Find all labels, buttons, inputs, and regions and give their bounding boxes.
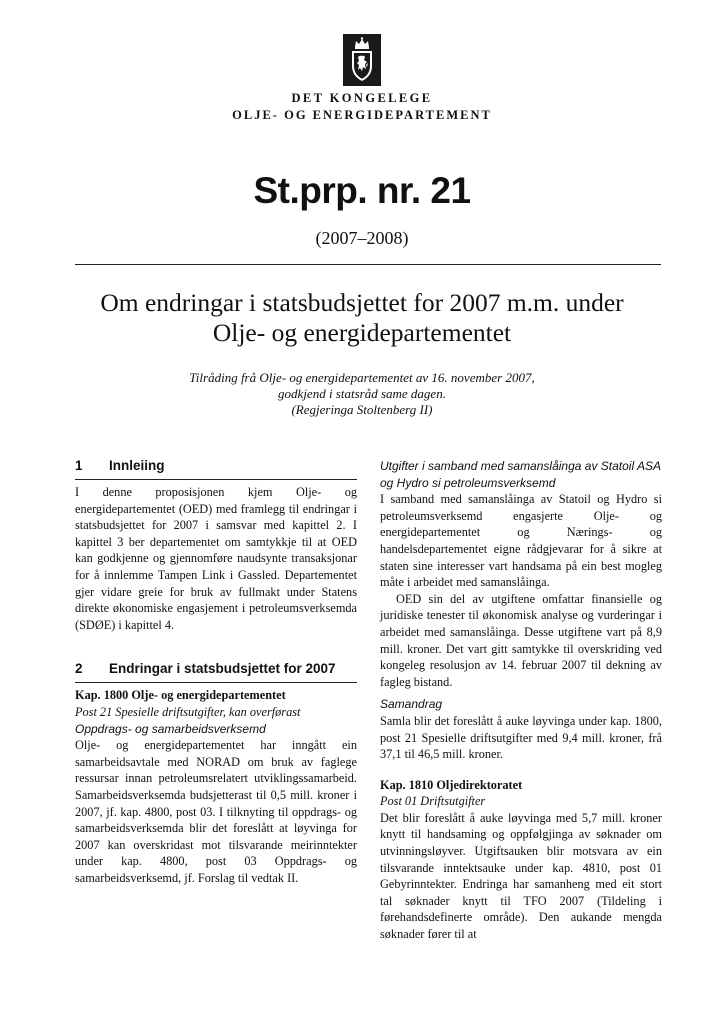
utgifter-paragraph-1: I samband med samanslåinga av Statoil og Hydro si petroleumsverksemd engasjerte Olje- og energidepartementet og Nærings- og handelsdepartementet eigne rådgjevarar for å sikre at staten sine interesser vart handsama på ein best mogleg måte i arbeidet med samanslåinga. — [380, 492, 662, 590]
title-line-1: Om endringar i statsbudsjettet for 2007 m.m. under — [100, 288, 624, 317]
oppdrag-paragraph: Olje- og energidepartementet har inngått ein samarbeidsavtale med NORAD om bruk av faglege ressursar innan petroleumsrelatert utviklingssamarbeid. Samarbeidsverksemda budsjetterast til 0,5 mill. kroner i 2007, jf. kap. 4800, post 03. I tilknyting til oppdrags- og samarbeidsverksemda blir det foreslått at løyvinga for 2007 kan overskridast mot tilsvarande meirinntekter under kap. 4800, post 03 Oppdrags- og samarbeidsverksemd, jf. Forslag til vedtak II. — [75, 738, 357, 885]
document-title — [60, 288, 664, 348]
header-divider — [75, 264, 661, 265]
post-21-heading: Post 21 Spesielle driftsutgifter, kan overførast — [75, 704, 301, 719]
section-2-number: 2 — [75, 661, 83, 677]
section-2-heading — [75, 661, 357, 683]
post-01-paragraph: Det blir foreslått å auke løyvinga med 5,7 mill. kroner knytt til handsaming og oppfølgjinga av søknader om utvinningsløyver. Utgiftsauken blir motsvara av ein tilsvarande inntektsauke under kap. 4810, post 01 Gebyrinntekter. Endringa har samanheng med eit stort tal søknader knytt til TFO 2007 (Tildeling i førehandsdefinerte område). Den aukande mengda søknader fører til at — [380, 810, 662, 942]
section-1-paragraph: I denne proposisjonen kjem Olje- og energidepartementet (OED) med framlegg til endringar i statsbudsjettet for 2007 i samsvar med kapittel 2. I kapittel 3 ber departementet om samtykkje til at OED kan godkjenne og gjennomføre naudsynte transaksjonar for å innlemme Tampen Link i Gassled. Departementet gjer vidare greie for bruk av fullmakt under Statens direkte økonomiske engasjement i petroleumsverksemda (SDØE) i kapittel 4. — [75, 485, 357, 632]
recommendation-line-2: godkjend i statsråd same dagen. — [278, 386, 446, 401]
title-line-2: Olje- og energidepartementet — [212, 318, 512, 347]
recommendation-line-1: Tilråding frå Olje- og energidepartementet av 16. november 2007, — [189, 370, 535, 385]
left-column — [75, 458, 357, 886]
utgifter-subheading: Utgifter i samband med samanslåinga av Statoil ASA og Hydro si petroleumsverksemd — [380, 459, 661, 490]
right-column — [380, 458, 662, 943]
section-1-heading — [75, 458, 357, 480]
recommendation-line-3: (Regjeringa Stoltenberg II) — [291, 402, 433, 417]
section-2-title: Endringar i statsbudsjettet for 2007 — [109, 661, 336, 677]
ministry-line-2: OLJE- OG ENERGIDEPARTEMENT — [232, 108, 492, 122]
recommendation-block — [0, 370, 724, 418]
section-1-number: 1 — [75, 458, 83, 473]
ministry-name — [0, 90, 724, 124]
document-number: St.prp. nr. 21 — [253, 170, 471, 211]
document-year: (2007–2008) — [315, 228, 409, 248]
kap-1800-heading: Kap. 1800 Olje- og energidepartementet — [75, 688, 286, 703]
ministry-line-1: DET KONGELEGE — [291, 91, 433, 105]
royal-crest-logo — [343, 34, 381, 86]
samandrag-subheading: Samandrag — [380, 697, 443, 712]
crest-icon — [343, 34, 381, 86]
utgifter-paragraph-2: OED sin del av utgiftene omfattar finansielle og juridiske tenester til økonomisk analyse og vurderingar i arbeidet med samanslåinga. Desse utgiftene vart på 8,9 mill. kroner. Det vart gitt samtykke til overskriding ved kongeleg resolusjon av 14. februar 2007 til dekning av fagleg bistand. — [380, 591, 662, 689]
oppdrag-subheading: Oppdrags- og samarbeidsverksemd — [75, 721, 266, 736]
samandrag-paragraph: Samla blir det foreslått å auke løyvinga under kap. 1800, post 21 Spesielle driftsutgifter med 9,4 mill. kroner, frå 37,1 til 46,5 mill. kroner. — [380, 713, 662, 762]
post-01-heading: Post 01 Driftsutgifter — [380, 794, 486, 809]
section-1-title: Innleiing — [109, 458, 165, 473]
kap-1810-heading: Kap. 1810 Oljedirektoratet — [380, 777, 523, 792]
